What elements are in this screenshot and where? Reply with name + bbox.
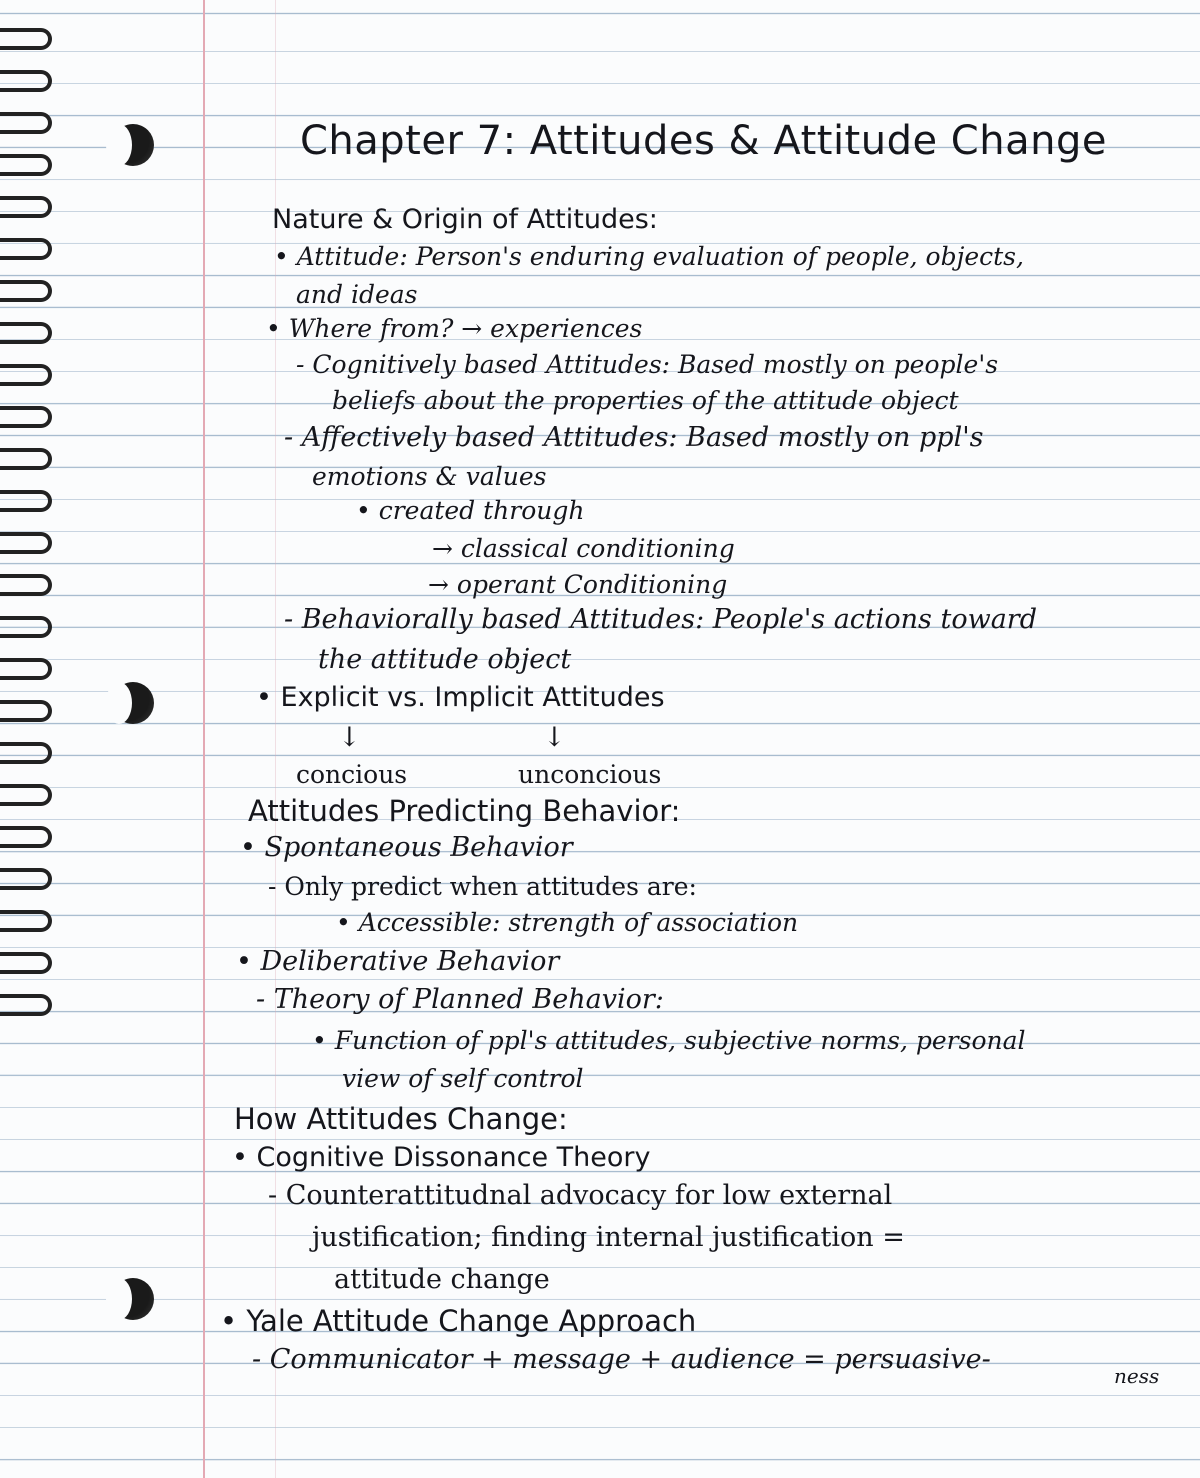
note-line: emotions & values [312, 462, 547, 491]
note-line: → operant Conditioning [428, 570, 728, 599]
note-line: and ideas [296, 280, 418, 309]
note-line: concious [296, 760, 408, 789]
note-line: - Only predict when attitudes are: [268, 872, 697, 901]
note-line: view of self control [342, 1064, 584, 1093]
punch-hole-top [112, 124, 154, 166]
note-line: • Yale Attitude Change Approach [220, 1304, 697, 1338]
page-title: Chapter 7: Attitudes & Attitude Change [300, 118, 1107, 164]
note-line: - Affectively based Attitudes: Based mostly on ppl's [284, 422, 984, 453]
note-line: - Theory of Planned Behavior: [256, 984, 664, 1015]
down-arrow-icon: ↓ [543, 722, 566, 753]
note-line: - Behaviorally based Attitudes: People's actions toward [284, 604, 1037, 635]
margin-line [203, 0, 205, 1478]
note-line: unconcious [518, 760, 662, 789]
note-line: • Explicit vs. Implicit Attitudes [256, 682, 665, 713]
note-line: beliefs about the properties of the attitude object [332, 386, 959, 415]
note-line: • Where from? → experiences [266, 314, 643, 343]
section-heading-predicting: Attitudes Predicting Behavior: [248, 794, 681, 828]
note-line: justification; finding internal justification = [312, 1222, 905, 1253]
note-line: - Cognitively based Attitudes: Based mostly on people's [296, 350, 999, 379]
punch-hole-bottom [112, 1278, 154, 1320]
note-line: • Cognitive Dissonance Theory [232, 1142, 651, 1173]
note-line: • created through [356, 496, 585, 525]
note-line: • Attitude: Person's enduring evaluation of people, objects, [274, 242, 1024, 271]
note-line: → classical conditioning [432, 534, 735, 563]
note-line: • Deliberative Behavior [236, 946, 560, 977]
down-arrow-icon: ↓ [338, 722, 361, 753]
punch-hole-middle [112, 682, 154, 724]
note-line: ness [1114, 1364, 1160, 1388]
note-line: the attitude object [318, 644, 572, 675]
note-line: • Function of ppl's attitudes, subjective norms, personal [312, 1026, 1026, 1055]
note-line: • Accessible: strength of association [336, 908, 799, 937]
note-line: - Counterattitudnal advocacy for low external [268, 1180, 893, 1211]
section-heading-nature: Nature & Origin of Attitudes: [272, 204, 658, 235]
note-line: - Communicator + message + audience = persuasive- [252, 1344, 991, 1375]
section-heading-change: How Attitudes Change: [234, 1102, 568, 1136]
note-line: • Spontaneous Behavior [240, 832, 573, 863]
note-line: attitude change [334, 1264, 550, 1295]
